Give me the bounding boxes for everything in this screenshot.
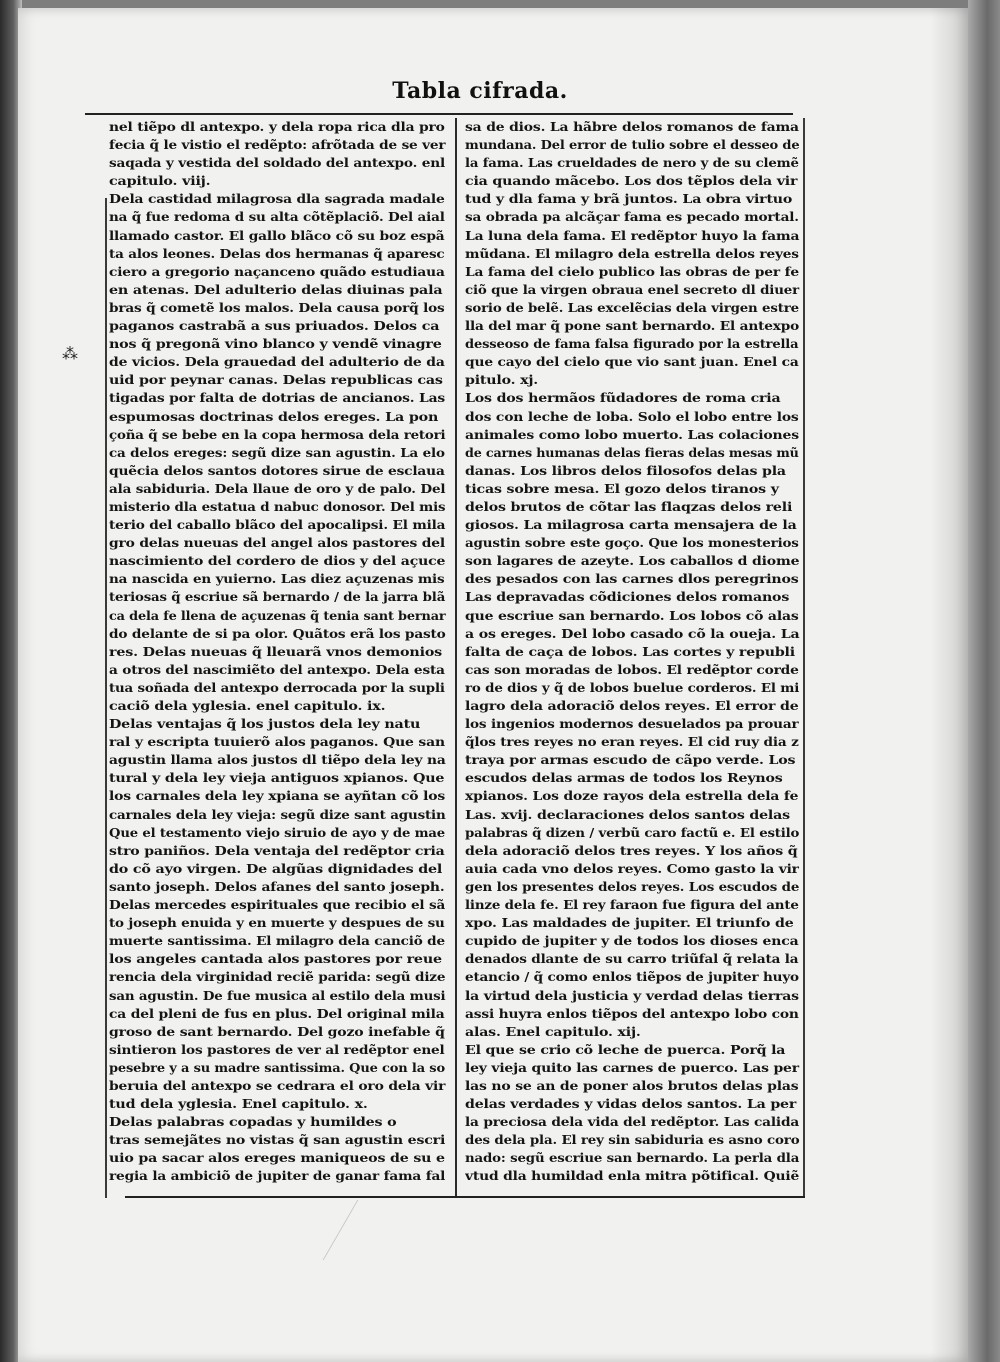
left-column-line: beruia del antexpo se cedrara el oro dela vir [109, 1077, 446, 1093]
left-column-line: regia la ambiciõ de jupiter de ganar fama fal [109, 1168, 446, 1184]
right-column-line: des pesados con las carnes dlos peregrinos [465, 571, 799, 587]
left-column-line: misterio dla estatua d nabuc donosor. Del mis [109, 498, 446, 514]
left-column-line: sintieron los pastores de ver al redẽptor enel [109, 1041, 445, 1057]
left-column-line: to joseph enuida y en muerte y despues de su [109, 915, 445, 931]
right-column-line: danas. Los libros delos filosofos delas pla [465, 462, 786, 478]
left-column-line: espumosas doctrinas delos ereges. La pon [109, 408, 439, 424]
right-column-line: giosos. La milagrosa carta mensajera de la [465, 517, 797, 533]
left-column-line: pesebre y a su madre santissima. Que con la so [109, 1059, 445, 1075]
left-column-line: capitulo. viij. [109, 173, 211, 189]
left-column-line: stro paniños. Dela ventaja del redẽptor cria [109, 842, 445, 858]
text-block [105, 118, 805, 1198]
left-column-line: Delas palabras copadas y humildes o [109, 1114, 397, 1130]
left-column-line: tud dela yglesia. Enel capitulo. x. [109, 1096, 368, 1112]
left-column [109, 118, 449, 1196]
left-column-line: Delas ventajas q̃ los justos dela ley natu [109, 716, 421, 732]
right-column-line: cupido de jupiter y de todos los dioses enca [465, 933, 799, 949]
left-column-line: caciõ dela yglesia. enel capitulo. ix. [109, 698, 386, 713]
right-column-line: q̃los tres reyes no eran reyes. El cid ruy dia z [465, 734, 799, 750]
right-column-line: vtud dla humildad enla mitra põtifical. Quiẽ [465, 1168, 800, 1184]
right-column-line: escudos delas armas de todos los Reynos [465, 770, 783, 786]
right-column-line: denados dlante de su carro triũfal q̃ relata la [465, 951, 799, 967]
left-column-line: los carnales dela ley xpiana se ayñtan cõ los [109, 788, 445, 804]
right-column-line: la preciosa dela vida del redẽptor. Las calida [465, 1114, 800, 1130]
left-column-line: terio del caballo blãco del apocalipsi. El mila [109, 517, 446, 533]
left-column-line: do delante de si pa olor. Quãtos erã los pasto [109, 625, 446, 641]
left-column-line: ca delos ereges: segũ dize san agustin. La elo [109, 444, 445, 460]
left-column-line: çoña q̃ se bebe en la copa hermosa dela retori [109, 426, 446, 442]
right-column-line: son lagares de azeyte. Los caballos d diome [465, 553, 800, 569]
left-column-line: carnales dela ley vieja: segũ dize sant agustin [109, 806, 446, 822]
left-column-rule [105, 198, 107, 1198]
left-column-line: paganos castrabã a sus priuados. Delos ca [109, 318, 440, 334]
left-column-line: uio pa sacar alos ereges maniqueos de su e [109, 1150, 445, 1166]
right-column-line: alas. Enel capitulo. xij. [465, 1023, 641, 1039]
left-column-line: en atenas. Del adulterio delas diuinas pala [109, 281, 443, 297]
right-column-line: la virtud dela justicia y verdad delas tierras [465, 987, 799, 1003]
right-column-line: ley vieja quito las carnes de puerco. Las per [465, 1059, 799, 1075]
left-column-line: nascimiento del cordero de dios y del açuce [109, 553, 446, 569]
right-column-rule [803, 118, 805, 1196]
right-column-line: linze dela fe. El rey faraon fue figura del ante [465, 897, 799, 913]
left-column-line: bras q̃ cometẽ los malos. Dela causa porq̃ los [109, 299, 445, 315]
left-column-line: ala sabiduria. Dela llaue de oro y de palo. Del [109, 480, 446, 496]
right-column-line: mũdana. El milagro dela estrella delos reyes [465, 245, 799, 261]
left-column-line: na nascida en yuierno. Las diez açuzenas mis [109, 571, 445, 587]
left-column-line: nel tiẽpo dl antexpo. y dela ropa rica dla pro [109, 119, 445, 134]
page-fold-shadow [930, 8, 968, 1362]
book-edge-right [968, 0, 1000, 1362]
header-rule [85, 113, 793, 115]
left-column-line: groso de sant bernardo. Del gozo inefable q̃ [109, 1023, 445, 1039]
right-column-line: agustin sobre este goço. Que los monesterios [465, 535, 799, 551]
right-column-line: los ingenios modernos desuelados pa prouar [465, 716, 799, 732]
right-column-line: tud y dla fama y brã juntos. La obra virtuo [465, 191, 793, 207]
right-column-line: etancio / q̃ como enlos tiẽpos de jupiter huyo [465, 969, 799, 985]
right-column-line: gen los presentes delos reyes. Los escudos de [465, 878, 800, 894]
right-column [465, 118, 803, 1196]
left-column-line: tural y dela ley vieja antiguos xpianos. Que [109, 770, 445, 786]
left-column-line: quẽcia delos santos dotores sirue de esclaua [109, 462, 445, 478]
left-column-line: de vicios. Dela grauedad del adulterio de da [109, 354, 445, 370]
right-column-line: a os ereges. Del lobo casado cõ la oueja. La [465, 625, 800, 641]
right-column-line: ticas sobre mesa. El gozo delos tiranos y [465, 480, 779, 496]
right-column-line: delos brutos de cõtar las flaqzas delos reli [465, 498, 793, 514]
left-column-line: ta alos leones. Delas dos hermanas q̃ aparesc [109, 245, 445, 261]
right-column-line: Los dos hermãos fũdadores de roma cria [465, 390, 781, 406]
left-column-line: llamado castor. El gallo blãco cõ su boz espã [109, 227, 445, 243]
right-column-line: xpo. Las maldades de jupiter. El triunfo de [465, 915, 794, 931]
right-column-line: lagro dela adoraciõ delos reyes. El error de [465, 698, 799, 713]
right-column-line: mundana. Del error de tulio sobre el desseo de [465, 137, 800, 153]
right-column-line: sorio de belẽ. Las excelẽcias dela virgen estre [465, 299, 799, 315]
left-column-line: santo joseph. Delos afanes del santo joseph. [109, 878, 445, 894]
right-column-line: Las depravadas cõdiciones delos romanos [465, 589, 790, 605]
right-column-line: animales como lobo muerto. Las colaciones [465, 426, 799, 442]
right-column-line: cas son moradas de lobos. El redẽptor corde [465, 661, 799, 677]
left-column-line: do cõ ayo virgen. De algũas dignidades del [109, 860, 443, 876]
left-column-line: tigadas por falta de dotrias de ancianos. Las [109, 390, 446, 406]
right-column-line: de carnes humanas delas fieras delas mesas mũ [465, 444, 799, 460]
left-column-line: uid por peynar canas. Delas republicas cas [109, 372, 443, 388]
running-head: Tabla cifrada. [392, 78, 568, 104]
left-column-line: tua soñada del antexpo derrocada por la supli [109, 679, 445, 695]
right-column-line: que escriue san bernardo. Los lobos cõ alas [465, 607, 799, 623]
left-column-line: Delas mercedes espirituales que recibio el sã [109, 897, 446, 913]
left-column-line: ca del pleni de fus en plus. Del original mila [109, 1005, 445, 1021]
right-column-line: La fama del cielo publico las obras de per fe [465, 263, 799, 279]
right-column-line: delas verdades y vidas delos santos. La per [465, 1096, 797, 1112]
left-column-line: san agustin. De fue musica al estilo dela musi [109, 987, 446, 1003]
right-column-line: ciõ que la virgen obraua enel secreto dl diuer [465, 281, 799, 297]
left-column-line: na q̃ fue redoma d su alta cõtẽplaciõ. Del aial [109, 209, 445, 225]
left-column-line: fecia q̃ le vistio el redẽpto: afrõtada de se ver [109, 137, 446, 153]
right-column-line: dela adoraciõ delos tres reyes. Y los años q̃ [465, 842, 798, 858]
right-column-line: pitulo. xj. [465, 372, 539, 388]
left-column-line: ca dela fe llena de açuzenas q̃ tenia sant bernar [109, 607, 446, 623]
right-column-line: dos con leche de loba. Solo el lobo entre los [465, 408, 799, 424]
right-column-line: traya por armas escudo de cãpo verde. Los [465, 752, 796, 768]
left-column-line: los angeles cantada alos pastores por reue [109, 951, 442, 967]
right-column-line: que cayo del cielo que vio sant juan. Enel ca [465, 354, 799, 370]
right-column-line: ro de dios y q̃ de lobos buelue corderos. El mi [465, 679, 800, 695]
right-column-line: desseoso de fama falsa figurado por la estrella [465, 336, 799, 352]
right-column-line: falta de caça de lobos. Las cortes y republi [465, 643, 795, 659]
left-column-line: ral y escripta tuuierõ alos paganos. Que san [109, 734, 445, 750]
left-column-line: a otros del nascimiẽto del antexpo. Dela esta [109, 661, 445, 677]
right-column-line: Las. xvij. declaraciones delos santos delas [465, 806, 790, 822]
right-column-line: sa de dios. La hãbre delos romanos de fama [465, 119, 799, 134]
left-column-line: saqada y vestida del soldado del antexpo. enl [109, 155, 446, 171]
right-column-line: El que se crio cõ leche de puerca. Porq̃ la [465, 1041, 786, 1057]
right-column-line: lla del mar q̃ pone sant bernardo. El antexpo [465, 318, 800, 334]
left-column-line: Que el testamento viejo siruio de ayo y de mae [109, 824, 445, 840]
right-column-line: nado: segũ escriue san bernardo. La perla dla [465, 1150, 800, 1166]
left-column-line: agustin llama alos justos dl tiẽpo dela ley na [109, 752, 446, 768]
left-column-line: gro delas nueuas del angel alos pastores del [109, 535, 445, 551]
bottom-rule [125, 1196, 805, 1198]
right-column-line: sa obrada pa alcãçar fama es pecado mortal. [465, 209, 799, 225]
right-column-line: cia quando mãcebo. Los dos tẽplos dela vir [465, 173, 798, 189]
right-column-line: La luna dela fama. El redẽptor huyo la fama [465, 227, 800, 243]
column-divider [455, 118, 457, 1196]
left-column-line: ciero a gregorio naçanceno quãdo estudiaua [109, 263, 445, 279]
right-column-line: des dela pla. El rey sin sabiduria es asno coro [465, 1132, 800, 1148]
right-column-line: las no se an de poner alos brutos delas plas [465, 1077, 799, 1093]
right-column-line: auia cada vno delos reyes. Como gasto la vir [465, 860, 799, 876]
left-column-line: tras semejãtes no vistas q̃ san agustin escri [109, 1132, 446, 1148]
left-column-line: rencia dela virginidad reciẽ parida: segũ dize [109, 969, 446, 985]
right-column-line: palabras q̃ dizen / verbũ caro factũ e. El estilo [465, 824, 800, 840]
right-column-line: xpianos. Los doze rayos dela estrella dela fe [465, 788, 799, 804]
margin-mark: ⁂ [62, 344, 78, 363]
left-column-line: nos q̃ pregonã vino blanco y vendẽ vinagre [109, 336, 442, 352]
left-column-line: muerte santissima. El milagro dela canciõ de [109, 933, 445, 949]
left-column-line: res. Delas nueuas q̃ lleuarã vnos demonios [109, 643, 443, 659]
left-column-line: Dela castidad milagrosa dla sagrada madale [109, 191, 445, 207]
left-column-line: teriosas q̃ escriue sã bernardo / de la jarra blã [109, 589, 446, 605]
right-column-line: la fama. Las crueldades de nero y de su clemẽ [465, 155, 799, 171]
right-column-line: assi huyra enlos tiẽpos del antexpo lobo con [465, 1005, 799, 1021]
